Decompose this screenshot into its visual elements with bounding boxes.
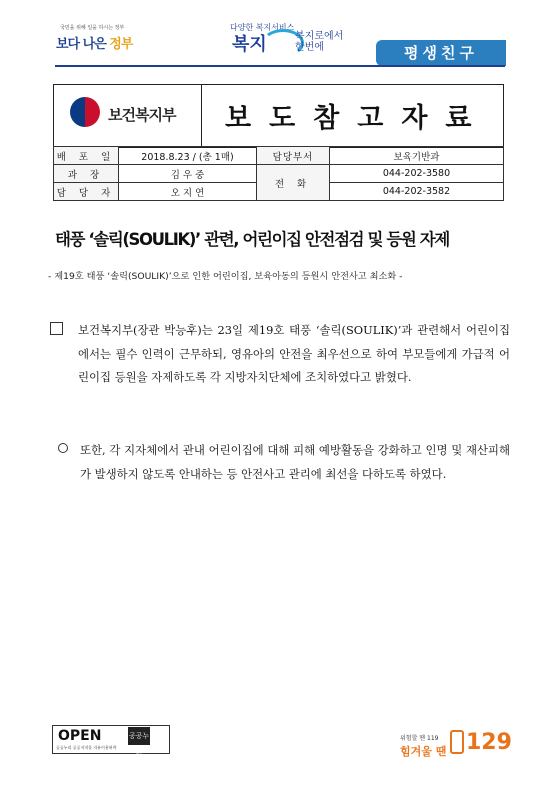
chief-value: 김 우 중 [119, 165, 257, 183]
slogan-accent: 정부 [109, 37, 133, 52]
hotline-number: 129 [466, 730, 512, 755]
subheadline: - 제19호 태풍 ‘솔릭(SOULIK)’으로 인한 어린이집, 보육아동의 등원시 안전사고 최소화 - [48, 271, 403, 282]
dept-label: 담당부서 [257, 147, 330, 165]
phone-label: 전 화 [257, 165, 330, 201]
headline: 태풍 ‘솔릭(SOULIK)’ 관련, 어린이집 안전점검 및 등원 자제 [55, 230, 449, 249]
welfare-side-text: 복지로에서 한번에 [295, 31, 344, 53]
body-paragraph-2: 또한, 각 지자체에서 관내 어린이집에 대해 피해 예방활동을 강화하고 인명 및 재산피해가 발생하지 않도록 안내하는 등 안전사고 관리에 최선을 다하도록 하였다. [80, 443, 510, 481]
circle-bullet-icon [58, 443, 68, 453]
slogan-text: 보다 나은 [56, 37, 110, 52]
open-license-badge: 공공누리 [128, 727, 150, 745]
document-type-title: 보도참고자료 [225, 103, 490, 134]
table-row [54, 147, 504, 165]
square-bullet-icon [50, 322, 63, 335]
phone-2: 044-202-3582 [330, 183, 504, 201]
staff-label: 담 당 자 [54, 183, 119, 201]
header-divider [55, 65, 505, 67]
staff-value: 오 지 연 [119, 183, 257, 201]
chief-label: 과 장 [54, 165, 119, 183]
info-table [53, 146, 504, 201]
lifelong-friend-banner: 평생친구 [376, 40, 506, 66]
ministry-name: 보건복지부 [108, 106, 176, 124]
slogan-tagline: 국민을 위해 일을 하시는 정부 [60, 25, 125, 31]
table-row [54, 165, 504, 183]
taegeuk-logo-icon [70, 97, 100, 127]
welfare-logo: 복지 [232, 34, 267, 55]
phone-icon [450, 730, 464, 754]
dept-value: 보육기반과 [330, 147, 504, 165]
slogan-logo [56, 33, 132, 52]
open-license-note: 공공누리 공공저작물 자유이용허락 [56, 745, 117, 750]
dist-date-label: 배 포 일 [54, 147, 119, 165]
welfare-tagline: 다양한 복지서비스 [230, 23, 295, 32]
phone-1: 044-202-3580 [330, 165, 504, 183]
dist-date-value: 2018.8.23 / (총 1매) [119, 147, 257, 165]
body-paragraph-1: 보건복지부(장관 박능후)는 23일 제19호 태풍 ‘솔릭(SOULIK)’과 관련해서 어린이집에서는 필수 인력이 근무하되, 영유아의 안전을 최우선으로 하여 부모들에게 가급적 어린이집 등원을 자제하도록 각 지방자치단체에 조치하였다고 밝혔다. [78, 323, 510, 384]
title-divider [201, 84, 202, 148]
hotline-119-text: 위험할 땐 119 [400, 735, 439, 742]
open-license-label: OPEN [58, 728, 102, 744]
hotline-129-text: 힘겨울 땐 [400, 745, 447, 758]
